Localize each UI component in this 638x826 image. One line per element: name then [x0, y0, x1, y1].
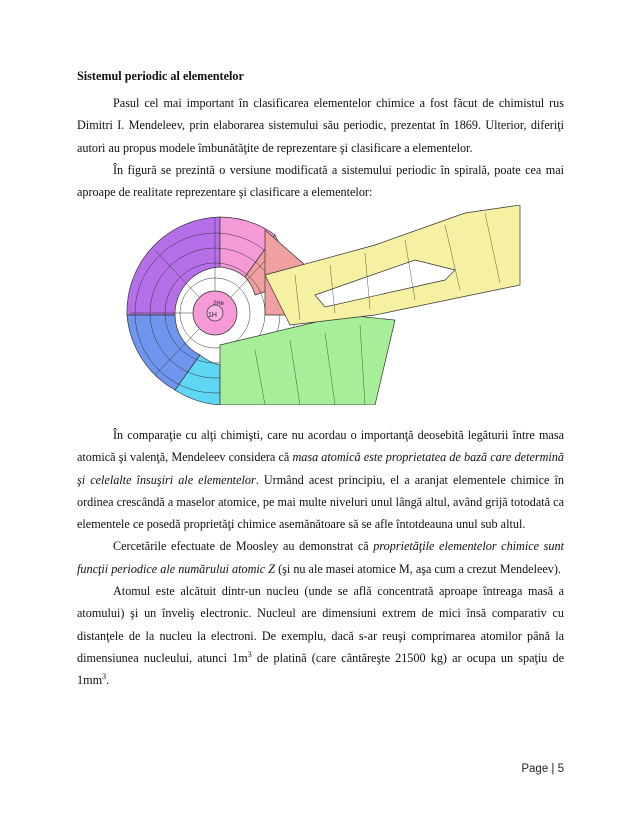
paragraph-moosley — [77, 535, 564, 580]
paragraph-figure-intro: În figură se prezintă o versiune modificată a sistemului periodic în spirală, poate cea mai aproape de realitate reprezentare şi clasificare a elementelor: — [77, 162, 564, 200]
atom-text-a: Atomul este alcătuit dintr-un nucleu (unde se află concentrată aproape întreaga masă a atomului) şi un înveliş electronic. Nucleul are dimensiuni extrem de mici însă comparativ cu distanţele de la nucleu la electroni. De exemplu, dacă s-ar reuşi comprimarea atomilor până la dimensiunea nucleului, atunci 1m — [77, 584, 564, 665]
moosley-text-b: (şi nu ale masei atomice M, aşa cum a crezut Mendeleev). — [275, 561, 561, 576]
paragraph-mendeleev: Pasul cel mai important în clasificarea elementelor chimice a fost făcut de chimistul rus Dimitri I. Mendeleev, prin elaborarea sistemului său periodic, prezentat în 1869. Ulterior, diferiţi autori au propus modele îmbunătăţite de reprezentare şi clasificare a elementelor. — [77, 96, 564, 155]
cubic-superscript-1: 3 — [247, 649, 252, 659]
intro-text — [77, 92, 564, 203]
mass-principle-text-a: În comparaţie cu alţi chimişti, care nu acordau o importanţă deosebită legăturii între masa atomică şi valenţă, Mendeleev considera că — [77, 428, 564, 465]
mass-principle-text-b: . Urmând acest principiu, el a aranjat elementele chimice în ordinea crescândă a maselor atomice, pe mai multe niveluri unul lângă altul, având grijă totodată ca elementele ce posedă proprietăţi chimice asemănătoare să se afle întotdeauna unul sub altul. — [77, 472, 564, 532]
mass-principle-emphasis: masa atomică este proprietatea de bază care determină şi celelalte însuşiri ale elementelor — [77, 450, 564, 487]
hydrogen-label: 1H — [208, 312, 217, 319]
body-text — [77, 424, 564, 692]
moosley-text-a: Cercetările efectuate de Moosley au demonstrat că — [113, 539, 374, 554]
paragraph-mass-principle — [77, 424, 564, 535]
paragraph-atom — [77, 580, 564, 691]
yellow-arm — [265, 205, 520, 325]
atom-text-c: . — [106, 673, 110, 688]
helium-label: 2He — [213, 301, 225, 307]
atom-text-b: de platină (care cântăreşte 21500 kg) ar ocupa un spaţiu de 1mm — [77, 650, 564, 688]
spiral-periodic-table-figure — [115, 205, 525, 405]
section-heading: Sistemul periodic al elementelor — [77, 69, 244, 83]
page-number: Page | 5 — [521, 763, 564, 775]
cubic-superscript-2: 3 — [102, 672, 107, 682]
moosley-emphasis: proprietăţile elementelor chimice sunt funcţii periodice ale numărului atomic Z — [77, 539, 564, 576]
